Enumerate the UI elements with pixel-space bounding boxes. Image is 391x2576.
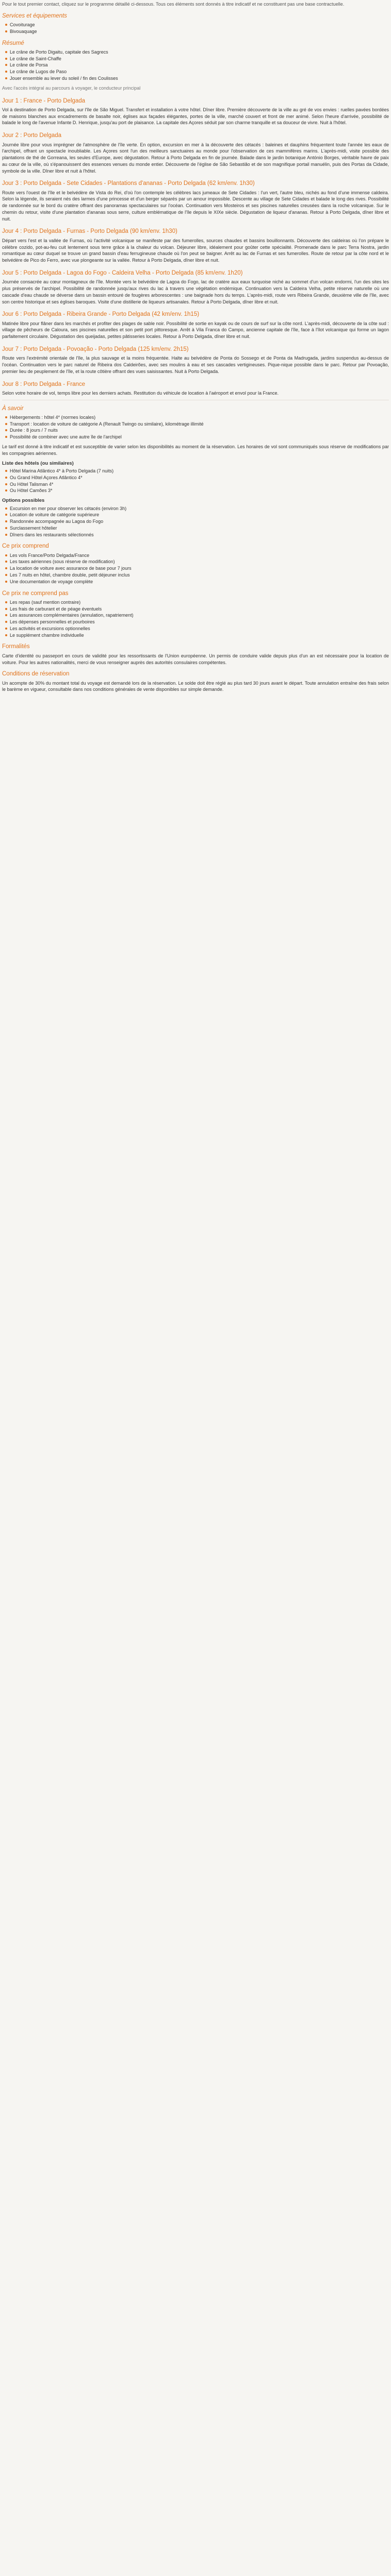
list-item: Les taxes aériennes (sous réserve de modification) [5, 558, 389, 565]
list-item: Hôtel Marina Atlântico 4* à Porto Delgada (7 nuits) [5, 468, 389, 474]
day-3-title: Jour 3 : Porto Delgada - Sete Cidades - Plantations d'ananas - Porto Delgada (62 km/env. 1h30) [2, 180, 255, 187]
exclus-list [2, 599, 389, 639]
list-item: Le crâne de Saint-Chaffe [5, 56, 389, 62]
day-2-body: Journée libre pour vous imprégner de l'atmosphère de l'île verte. En option, excursion en mer à la découverte des cétacés : baleines et dauphins fréquentent toute l'année les eaux de l'archipel, offrant un spectacle inoubliable. Les Açores sont l'un des meilleurs sanctuaires au monde pour l'observation de ces mammifères marins. L'après-midi, visite possible des plantations de thé de Gorreana, les seules d'Europe, avec dégustation. Retour à Porto Delgada en fin de journée. Balade dans le jardin botanique António Borges, véritable havre de paix au cœur de la ville, où s'épanouissent des essences venues du monde entier. Découverte de l'église de São Sebastião et de son magnifique portail manuélin, puis des Portas da Cidade, symbole de la ville. Dîner libre et nuit à l'hôtel. [2, 142, 389, 174]
assistance-paragraph: Un acompte de 30% du montant total du voyage est demandé lors de la réservation. Le solde doit être réglé au plus tard 30 jours avant le départ. Toute annulation entraîne des frais selon le barème en vigueur, consultable dans nos conditions générales de vente disponibles sur simple demande. [2, 680, 389, 692]
day-3-body: Route vers l'ouest de l'île et le belvédère de Vista do Rei, d'où l'on contemple les célèbres lacs jumeaux de Sete Cidades : l'un vert, l'autre bleu, nichés au fond d'une immense caldeira. Selon la légende, ils seraient nés des larmes d'une princesse et d'un berger séparés par un amour impossible. Descente au village de Sete Cidades et balade le long des rives. Possibilité de randonnée sur le bord du cratère offrant des panoramas spectaculaires sur l'océan. Continuation vers Mosteiros et ses piscines naturelles creusées dans la roche volcanique. Sur le chemin du retour, visite d'une plantation d'ananas sous serre, culture emblématique de l'île depuis le XIXe siècle. Dégustation de liqueur d'ananas. Retour à Porto Delgada, dîner libre et nuit. [2, 190, 389, 222]
day-6-title: Jour 6 : Porto Delgada - Ribeira Grande - Porto Delgada (42 km/env. 1h15) [2, 311, 200, 318]
list-item: La location de voiture avec assurance de base pour 7 jours [5, 565, 389, 572]
day-7-body: Route vers l'extrémité orientale de l'île, la plus sauvage et la moins fréquentée. Halte au belvédère de Ponta do Sossego et de Ponta da Madrugada, jardins suspendus au-dessus de l'océan. Continuation vers le parc naturel de Ribeira dos Caldeirões, avec ses moulins à eau et ses cascades vertigineuses. Pique-nique possible dans le parc. Retour par Povoação, premier lieu de peuplement de l'île, et la route côtière offrant des vues saisissantes. Nuit à Porto Delgada. [2, 355, 389, 374]
list-item: Les vols France/Porto Delgada/France [5, 552, 389, 559]
list-item: Le crâne de Lugos de Paso [5, 69, 389, 75]
services-heading: Services et équipements [2, 12, 67, 19]
list-item: Dîners dans les restaurants sélectionnés [5, 532, 389, 538]
list-item: Les assurances complémentaires (annulation, rapatriement) [5, 612, 389, 619]
list-item: Ou Grand Hôtel Açores Atlântico 4* [5, 474, 389, 481]
formalites-heading: Formalités [2, 643, 30, 650]
hotels-list [2, 468, 389, 494]
list-item: Les 7 nuits en hôtel, chambre double, petit déjeuner inclus [5, 572, 389, 579]
list-item: Excursion en mer pour observer les cétacés (environ 3h) [5, 505, 389, 512]
day-1-title: Jour 1 : France - Porto Delgada [2, 97, 86, 104]
list-item: Les dépenses personnelles et pourboires [5, 619, 389, 625]
list-item: Bivouaquage [5, 28, 389, 35]
list-item: Jouer ensemble au lever du soleil / fin des Coulisses [5, 75, 389, 82]
day-8-title: Jour 8 : Porto Delgada - France [2, 381, 86, 387]
hotels-heading: Liste des hôtels (ou similaires) [2, 460, 74, 466]
list-item: Location de voiture de catégorie supérieure [5, 512, 389, 518]
options-list [2, 505, 389, 538]
list-item: Le crâne de Porto Digaitu, capitale des Sagrecs [5, 49, 389, 56]
list-item: Le supplément chambre individuelle [5, 632, 389, 639]
day-7-title: Jour 7 : Porto Delgada - Povoação - Porto Delgada (125 km/env. 2h15) [2, 346, 189, 352]
day-4-body: Départ vers l'est et la vallée de Furnas, où l'activité volcanique se manifeste par des fumerolles, sources chaudes et bassins bouillonnants. Découverte des caldeiras où l'on prépare le célèbre cozido, pot-au-feu cuit lentement sous terre grâce à la chaleur du volcan. Déjeuner libre, idéalement pour goûter cette spécialité. Promenade dans le parc Terra Nostra, jardin romantique au cœur duquel se trouve un grand bassin d'eau ferrugineuse chaude où l'on peut se baigner. Arrêt au lac de Furnas et ses fumerolles. Route de retour par la côte nord et le belvédère de Pico do Ferro, avec vue plongeante sur la vallée. Retour à Porto Delgada, dîner libre et nuit. [2, 238, 389, 263]
list-item: Covoiturage [5, 22, 389, 28]
avoir-list [2, 414, 389, 440]
prix-heading: Ce prix comprend [2, 543, 49, 550]
resume-heading: Résumé [2, 40, 24, 46]
list-item: Une documentation de voyage complète [5, 579, 389, 585]
day-5-body: Journée consacrée au cœur montagneux de l'île. Montée vers le belvédère de Lagoa do Fogo, lac de cratère aux eaux turquoise niché au sommet d'un volcan endormi, l'un des sites les plus préservés de l'archipel. Possibilité de randonnée jusqu'aux rives du lac à travers une végétation endémique. Continuation vers la Caldeira Velha, petite réserve naturelle où une cascade d'eau chaude se déverse dans un bassin entouré de fougères arborescentes : une baignade hors du temps. L'après-midi, route vers Ribeira Grande, deuxième ville de l'île, avec son centre historique et ses églises baroques. Visite d'une distillerie de liqueurs artisanales. Retour à Porto Delgada, dîner libre et nuit. [2, 279, 389, 304]
list-item: Transport : location de voiture de catégorie A (Renault Twingo ou similaire), kilométrage illimité [5, 421, 389, 428]
list-item: Hébergements : hôtel 4* (normes locales) [5, 414, 389, 421]
formalites-paragraph: Carte d'identité ou passeport en cours de validité pour les ressortissants de l'Union européenne. Un permis de conduire valide depuis plus d'un an est nécessaire pour la location de voiture. Pour les autres nationalités, merci de vous renseigner auprès des autorités consulaires compétentes. [2, 653, 389, 665]
assistance-heading: Conditions de réservation [2, 671, 70, 677]
day-1-body: Vol à destination de Porto Delgada, sur l'île de São Miguel. Transfert et installation à votre hôtel. Dîner libre. Première découverte de la ville au gré de vos envies : ruelles pavées bordées de maisons blanches aux encadrements de basalte noir, églises aux façades élégantes, portes de la ville, marché couvert et front de mer animé. Selon l'heure d'arrivée, possibilité de balade le long de l'avenue Infante D. Henrique, jusqu'au port de plaisance. La capitale des Açores séduit par son charme tranquille et sa douceur de vivre. Nuit à l'hôtel. [2, 107, 389, 126]
avoir-heading: À savoir [2, 405, 24, 412]
list-item: Le crâne de Porsa [5, 62, 389, 69]
day-4-title: Jour 4 : Porto Delgada - Furnas - Porto Delgada (90 km/env. 1h30) [2, 228, 177, 235]
options-heading: Options possibles [2, 498, 45, 504]
intro-text: Pour le tout premier contact, cliquez sur le programme détaillé ci-dessous. Tous ces éléments sont donnés à titre indicatif et ne constituent pas une base contractuelle. [2, 2, 345, 7]
list-item: Ou Hôtel Camões 3* [5, 487, 389, 494]
day-6-body: Matinée libre pour flâner dans les marchés et profiter des plages de sable noir. Possibilité de sortie en kayak ou de cours de surf sur la côte nord. L'après-midi, découverte de la côte sud : village de pêcheurs de Caloura, ses piscines naturelles et son petit port pittoresque. Arrêt à Vila Franca do Campo, ancienne capitale de l'île, face à l'îlot volcanique qui forme un lagon parfaitement circulaire. Dégustation des queijadas, petites pâtisseries locales. Retour à Porto Delgada, dîner libre et nuit. [2, 320, 389, 340]
prix-list [2, 552, 389, 585]
itinerary-page [0, 0, 391, 696]
list-item: Les frais de carburant et de péage éventuels [5, 606, 389, 613]
day-8-body: Selon votre horaire de vol, temps libre pour les derniers achats. Restitution du véhicule de location à l'aéroport et envol pour la France. [2, 390, 279, 396]
exclus-heading: Ce prix ne comprend pas [2, 590, 69, 597]
list-item: Ou Hôtel Talisman 4* [5, 481, 389, 488]
services-list [2, 22, 389, 35]
list-item: Durée : 8 jours / 7 nuits [5, 427, 389, 434]
list-item: Randonnée accompagnée au Lagoa do Fogo [5, 518, 389, 525]
list-item: Les activités et excursions optionnelles [5, 625, 389, 632]
list-item: Surclassement hôtelier [5, 525, 389, 532]
day-2-title: Jour 2 : Porto Delgada [2, 132, 62, 139]
list-item: Possibilité de combiner avec une autre île de l'archipel [5, 434, 389, 440]
resume-list [2, 49, 389, 82]
list-item: Les repas (sauf mention contraire) [5, 599, 389, 606]
resume-note: Avec l'accès intégral au parcours à voyager, le conducteur principal [2, 85, 141, 91]
day-5-title: Jour 5 : Porto Delgada - Lagoa do Fogo - Caldeira Velha - Porto Delgada (85 km/env. 1h20) [2, 269, 243, 276]
avoir-paragraph: Le tarif est donné à titre indicatif et est susceptible de varier selon les disponibilités au moment de la réservation. Les horaires de vol sont communiqués sous réserve de modifications par les compagnies aériennes. [2, 444, 389, 456]
